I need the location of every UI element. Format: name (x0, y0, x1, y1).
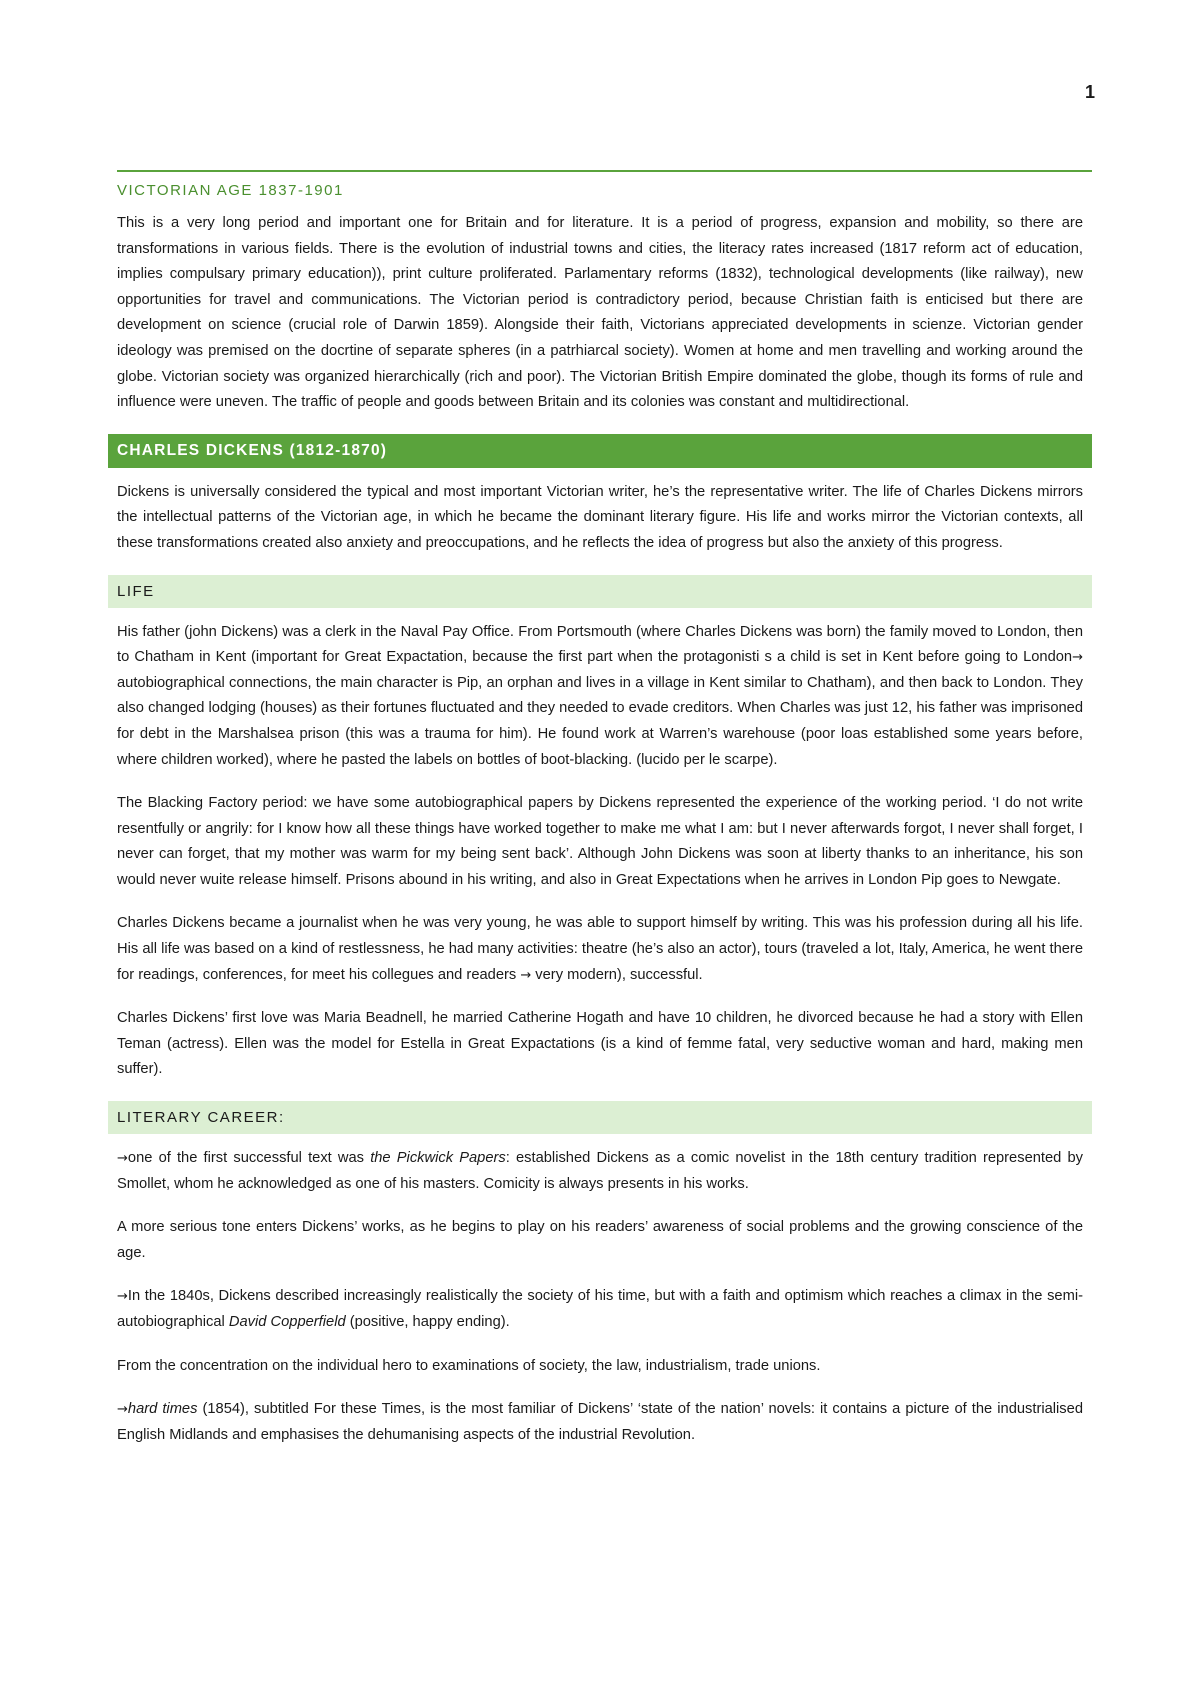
victorian-age-paragraph: This is a very long period and important one for Britain and for literature. It is a period of progress, expansion and mobility, so there are transformations in various fields. There is the evolution of industrial towns and cities, the literacy rates increased (1817 reform act of education, implies compulsary primary education)), print culture proliferated. Parlamentary reforms (1832), technological developments (like railway), new opportunities for travel and communications. The Victorian period is contradictory period, because Christian faith is enticised but there are development on science (crucial role of Darwin 1859). Alongside their faith, Victorians appreciated developments in scienze. Victorian gender ideology was premised on the docrtine of separate spheres (in a patrhiarcal society). Women at home and men travelling and working around the globe. Victorian society was organized hierarchically (rich and poor). The Victorian British Empire dominated the globe, though its forms of rule and influence were uneven. The traffic of people and goods between Britain and its colonies was constant and multidirectional. (117, 215, 1083, 411)
life-paragraph-1-part-b: autobiographical connections, the main character is Pip, an orphan and lives in a village in Kent similar to Chatham), and then back to London. They also changed lodging (houses) as their fortunes fluctuated and they needed to evade creditors. When Charles was just 12, his father was imprisoned for debt in the Marshalsea prison (this was a trauma for him). He found work at Warren’s warehouse (poor loas established some years before, where children worked), where he pasted the labels on bottles of boot-blacking. (lucido per le scarpe). (117, 674, 1083, 768)
work-title-david-copperfield: David Copperfield (228, 1314, 346, 1330)
page-number: 1 (1084, 82, 1095, 102)
life-paragraph-3-part-b: very modern), successful. (531, 966, 703, 983)
life-paragraph-3-part-a: Charles Dickens became a journalist when he was very young, he was able to support himself by writing. This was his profession during all his life. His all life was based on a kind of restlessness, he had many activities: theatre (he’s also an actor), tours (traveled a lot, Italy, America, he went there for readings, conferences, for meet his collegues and readers (117, 915, 1083, 983)
arrow-icon: → (117, 1289, 128, 1305)
career-paragraph-3-part-a: In the 1840s, Dickens described increasingly realistically the society of his time, but with a faith and optimism which reaches a climax in the semi-autobiographical (117, 1288, 1083, 1330)
life-paragraph-3 (108, 911, 1092, 988)
career-paragraph-2: A more serious tone enters Dickens’ works, as he begins to play on his readers’ awareness of social problems and the growing conscience of the age. (117, 1219, 1083, 1261)
arrow-icon: → (1072, 650, 1083, 666)
career-paragraph-3-part-b: (positive, happy ending). (345, 1314, 510, 1330)
arrow-icon: → (520, 967, 532, 983)
work-title-pickwick-papers: the Pickwick Papers (370, 1150, 506, 1167)
document-body (108, 170, 1092, 1466)
dickens-intro-paragraph: Dickens is universally considered the typical and most important Victorian writer, he’s the representative writer. The life of Charles Dickens mirrors the intellectual patterns of the Victorian age, in which he became the dominant literary figure. His life and works mirror the Victorian contexts, all these transformations created also anxiety and preoccupations, and he reflects the idea of progress but also the anxiety of this progress. (117, 483, 1083, 551)
career-paragraph-1-part-b: : established Dickens as a comic novelist in the 18th century tradition represented by Smollet, whom he acknowledged as one of his masters. Comicity is always presents in his works. (117, 1150, 1083, 1192)
life-paragraph-1-part-a: His father (john Dickens) was a clerk in the Naval Pay Office. From Portsmouth (where Charles Dickens was born) the family moved to London, then to Chatham in Kent (important for Great Expactation, because the first part when the protagonisti s a child is set in Kent before going to London (117, 623, 1083, 666)
heading-literary-career: LITERARY CAREER: (108, 1101, 1092, 1134)
title-rule (117, 170, 1092, 172)
life-paragraph-4: Charles Dickens’ first love was Maria Beadnell, he married Catherine Hogath and have 10 children, he divorced because he had a story with Ellen Teman (actress). Ellen was the model for Estella in Great Expactations (is a kind of femme fatal, very seductive woman and hard, making men suffer). (117, 1010, 1083, 1078)
career-paragraph-1-part-a: one of the first successful text was (127, 1150, 371, 1167)
work-title-hard-times: hard times (127, 1401, 198, 1418)
career-paragraph-5 (108, 1397, 1092, 1448)
heading-life: LIFE (108, 575, 1092, 608)
arrow-icon: → (117, 1151, 128, 1167)
heading-charles-dickens: CHARLES DICKENS (1812-1870) (108, 434, 1092, 468)
career-paragraph-1 (108, 1146, 1092, 1197)
arrow-icon: → (117, 1402, 128, 1418)
career-paragraph-4: From the concentration on the individual hero to examinations of society, the law, industrialism, trade unions. (117, 1357, 821, 1374)
career-paragraph-5-part-b: (1854), subtitled For these Times, is the most familiar of Dickens’ ‘state of the nation’ novels: it contains a picture of the industrialised English Midlands and emphasises the dehumanising aspects of the industrial Revolution. (117, 1401, 1083, 1443)
life-paragraph-2: The Blacking Factory period: we have some autobiographical papers by Dickens represented the experience of the working period. ‘I do not write resentfully or angrily: for I know how all these things have worked together to make me what I am: but I never afterwards forgot, I never shall forget, I never can forget, that my mother was warm for my being sent back’. Although John Dickens was soon at liberty thanks to an inheritance, his son would never wuite release himself. Prisons abound in his writing, and also in Great Expectations when he arrives in London Pip goes to Newgate. (117, 795, 1083, 888)
section-title-victorian-age: VICTORIAN AGE 1837-1901 (117, 182, 344, 199)
career-paragraph-3 (108, 1284, 1092, 1335)
life-paragraph-1 (108, 620, 1092, 774)
